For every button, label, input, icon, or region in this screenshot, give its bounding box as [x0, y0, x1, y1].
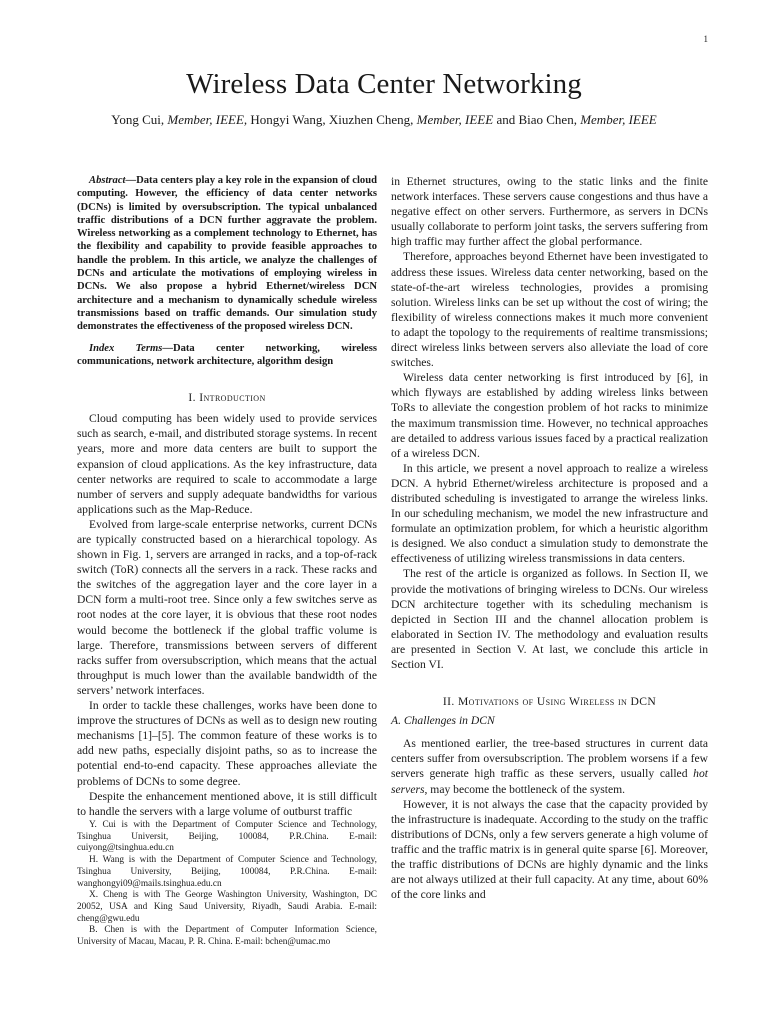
- intro-paragraph-7: In this article, we present a novel approach to realize a wireless DCN. A hybrid Ethernet/wireless architecture is proposed and a distributed scheduling is investigated to arrange the wireless links. In our scheduling mechanism, we model the new infrastructure and formulate an optimization problem, for which a heuristic algorithm is designed. We also conduct a simulation study to demonstrate the effectiveness of utilizing wireless transmissions in data centers.: [391, 461, 708, 566]
- page-number: 1: [703, 34, 708, 44]
- section-heading-introduction: [77, 390, 377, 405]
- author-chen: and Biao Chen,: [496, 112, 577, 127]
- text-run: % of the core links and: [391, 873, 708, 902]
- intro-paragraph-1: Cloud computing has been widely used to provide services such as search, e-mail, and distributed storage systems. In recent years, more and more data centers are built to support the expansion of cloud applications. As the key infrastructure, data center networks are required to scale to accommodate a large number of servers and supply adequate bandwidths for various applications such as the Map-Reduce.: [77, 412, 377, 516]
- subsection-label: A.: [391, 714, 401, 728]
- intro-paragraph-4: Despite the enhancement mentioned above, it is still difficult to handle the servers with a large volume of outburst traffic: [77, 789, 377, 818]
- paper-title: Wireless Data Center Networking: [186, 68, 582, 100]
- text-run: As mentioned earlier, the tree-based structures in current data centers suffer from oversubscription. The problem worsens if a few servers generate high traffic as these servers, usually called: [391, 737, 708, 781]
- text-run: However, it is not always the case that the capacity provided by the infrastructure is inadequate. According to the study on the traffic distributions of DCNs, only a few servers generate a high volume of traffic and the traffic matrix is in general quite sparse [6]. Moreover, the traffic distributions of DCNs are highly dynamic and the links are not always utilized at their full capacity. At any time, about: [391, 797, 708, 887]
- footnote-wang: H. Wang is with the Department of Computer Science and Technology, Tsinghua University, Beijing, 100084, P.R.China. E-mail: wanghongyi09@mails.tsinghua.edu.cn: [77, 855, 377, 889]
- emphasis-hot-servers: hot servers: [391, 767, 708, 796]
- abstract-text: —Data centers play a key role in the expansion of cloud computing. However, the efficiency of data center networks (DCNs) is limited by oversubscription. The typical unbalanced traffic distributions of a DCN further aggravate the problem. Wireless networking as a complement technology to Ethernet, has the flexibility and capability to provide feasible approaches to handle the problem. In this article, we analyze the challenges of DCNs and articulate the motivations of employing wireless in DCNs. We also propose a hybrid Ethernet/wireless DCN architecture and a mechanism to dynamically schedule wireless transmissions based on traffic demands. Our simulation study demonstrates the effectiveness of the proposed wireless DCN.: [77, 175, 377, 333]
- abstract: [77, 174, 377, 334]
- subsection-heading-challenges: [391, 713, 708, 728]
- section-number: II.: [442, 695, 455, 709]
- section-heading-motivations: [391, 694, 708, 709]
- index-terms-lead: Index Terms: [89, 342, 163, 354]
- author-chen-affiliation: Member, IEEE: [580, 112, 657, 127]
- intro-paragraph-3: In order to tackle these challenges, works have been done to improve the structures of DCNs as well as to design new routing mechanisms [1]–[5]. The common feature of these works is to add new paths, especially disjoint paths, so as to increase the potential end-to-end capacity. These approaches alleviate the problems of DCNs to some degree.: [77, 699, 377, 788]
- footnote-cheng: X. Cheng is with The George Washington University, Washington, DC 20052, USA and King Saud University, Riyadh, Saudi Arabia. E-mail: cheng@gwu.edu: [77, 890, 377, 924]
- author-footnotes: [77, 820, 377, 949]
- section-title: Motivations of Using Wireless in DCN: [457, 695, 657, 709]
- section-title: Introduction: [199, 391, 266, 405]
- intro-paragraph-2: Evolved from large-scale enterprise networks, current DCNs are typically constructed based on a hierarchical topology. As shown in Fig. 1, servers are arranged in racks, and a top-of-rack switch (ToR) connects all the servers in a rack. These racks and the switches of the aggregation layer and the core layer in a DCN form a multi-root tree. Since only a few switches serve as root nodes at the core layer, it is obvious that these root nodes would become the bottleneck if the global traffic volume is large. Therefore, transmissions between servers of different racks suffer from oversubscription, which means that the actual throughput is much lower than the available bandwidth of the servers’ network interfaces.: [77, 517, 377, 697]
- section-number: I.: [188, 391, 196, 405]
- intro-paragraph-4-continued: in Ethernet structures, owing to the static links and the finite network interfaces. These servers cause congestions and thus have a negative effect on other servers. Furthermore, as servers in DCNs usually collaborate to perform joint tasks, the servers suffering from high traffic may further affect the global performance.: [391, 175, 708, 249]
- intro-paragraph-8: The rest of the article is organized as follows. In Section II, we provide the motivations of bringing wireless to DCNs. Our wireless DCN architecture together with its scheduling mechanism is depicted in Section III and the channel allocation problem is elaborated in Section IV. The methodology and evaluation results are presented in Section V. At last, we conclude this article in Section VI.: [391, 567, 708, 671]
- subsection-title: Challenges in DCN: [403, 714, 495, 728]
- author-cui: Yong Cui,: [111, 112, 165, 127]
- text-run: , may become the bottleneck of the system.: [424, 782, 626, 796]
- author-wang-cheng: Hongyi Wang, Xiuzhen Cheng,: [250, 112, 414, 127]
- abstract-lead: Abstract: [89, 175, 126, 186]
- intro-paragraph-6: Wireless data center networking is first introduced by [6], in which flyways are established by adding wireless links between ToRs to alleviate the congestion problem of hot racks to minimize the maximum transmission time. However, no technical approaches are detailed to address various issues faced by a practical realization of a wireless DCN.: [391, 371, 708, 460]
- challenges-paragraph-2: [391, 797, 708, 903]
- intro-paragraph-5: Therefore, approaches beyond Ethernet have been investigated to address these issues. Wireless data center networking, based on the state-of-the-art wireless technologies, provides a promising solution. Wireless links can be set up without the cost of wiring; the flexibility of wireless connections makes it much more convenient to adapt the topology to the requirements of realtime transmissions; direct wireless links between servers also alleviate the load of core switches.: [391, 250, 708, 370]
- author-cheng-affiliation: Member, IEEE: [416, 112, 494, 127]
- footnote-chen: B. Chen is with the Department of Computer Information Science, University of Macau, Macau, P. R. China. E-mail: bchen@umac.mo: [77, 925, 377, 948]
- left-column: [77, 174, 377, 819]
- right-column: [391, 174, 708, 902]
- percentage-value: 60: [686, 873, 699, 887]
- footnote-cui: Y. Cui is with the Department of Computer Science and Technology, Tsinghua Universit, Beijing, 100084, P.R.China. E-mail: cuiyong@tsinghua.edu.cn: [77, 820, 377, 854]
- index-terms-text: —Data center networking, wireless communications, network architecture, algorithm design: [77, 342, 377, 367]
- author-line: [0, 112, 768, 128]
- author-cui-affiliation: Member, IEEE,: [167, 112, 248, 127]
- index-terms: [77, 342, 377, 369]
- challenges-paragraph-1: [391, 736, 708, 796]
